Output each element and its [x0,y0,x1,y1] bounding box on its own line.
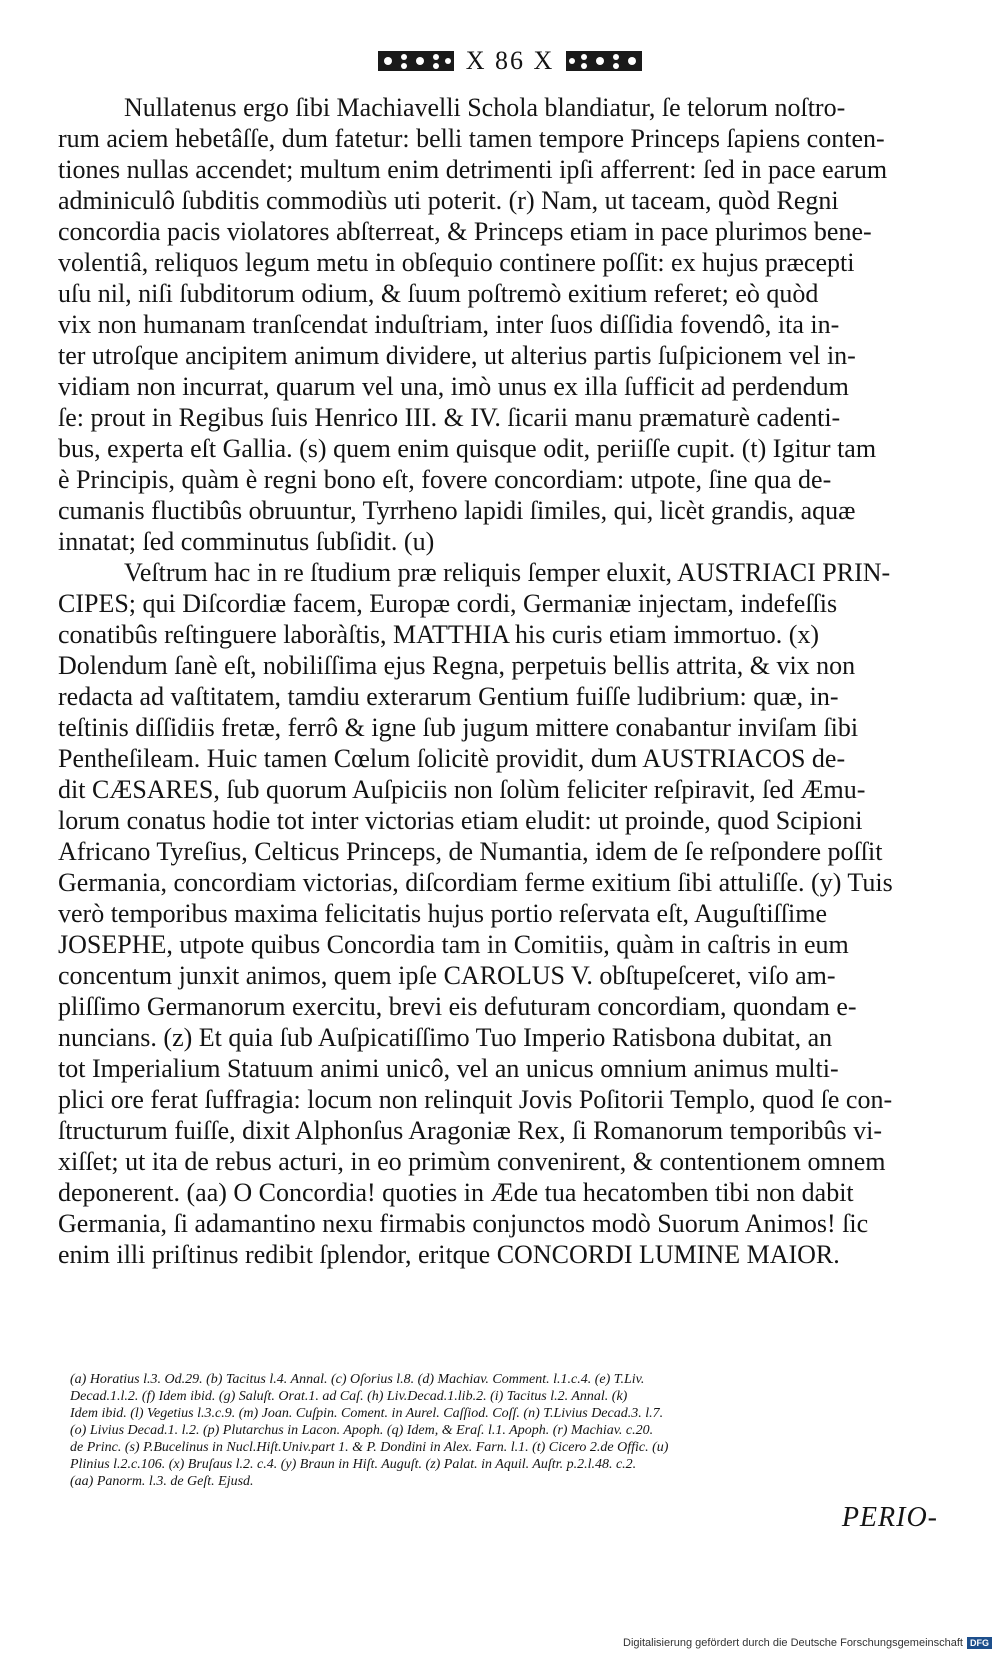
text-line: nuncians. (z) Et quia ſub Auſpicatiſſimo Tuo Imperio Ratisbona dubitat, an [58,1023,833,1052]
text-line: Pentheſileam. Huic tamen Cœlum ſolicitè providit, dum AUSTRIACOS de- [58,744,846,773]
credit-text: Digitalisierung gefördert durch die Deutsche Forschungsgemeinschaft [623,1637,963,1649]
main-text [58,92,945,1270]
text-line: tiones nullas accendet; multum enim detrimenti ipſi afferrent: ſed in pace earum [58,155,888,184]
text-line: cumanis fluctibûs obruuntur, Tyrrheno lapidi ſimiles, qui, licèt grandis, aquæ [58,496,856,525]
digitization-credit [623,1637,992,1649]
text-line: lorum conatus hodie tot inter victorias etiam eludit: ut proinde, quod Scipioni [58,806,863,835]
footnote-line: Decad.1.l.2. (f) Idem ibid. (g) Saluſt. Orat.1. ad Caſ. (h) Liv.Decad.1.lib.2. (i) Tacitus l.2. Annal. (k) [70,1389,628,1404]
text-line: pliſſimo Germanorum exercitu, brevi eis defuturam concordiam, quondam e- [58,992,857,1021]
page-number: X 86 X [465,46,555,75]
text-line: Veſtrum hac in re ſtudium præ reliquis ſemper eluxit, AUSTRIACI PRIN- [124,558,891,587]
text-line: rum aciem hebetâſſe, dum fatetur: belli tamen tempore Princeps ſapiens conten- [58,124,885,153]
text-line: uſu nil, niſi ſubditorum odium, & ſuum poſtremò exitium referet; eò quòd [58,279,819,308]
ornament-left-icon [376,47,456,75]
footnote-line: (aa) Panorm. l.3. de Geſt. Ejusd. [70,1474,254,1489]
text-line: dit CÆSARES, ſub quorum Auſpiciis non ſolùm feliciter reſpiravit, ſed Æmu- [58,775,866,804]
text-line: JOSEPHE, utpote quibus Concordia tam in Comitiis, quàm in caſtris in eum [58,930,849,959]
text-line: tot Imperialium Statuum animi unicô, vel an unicus omnium animus multi- [58,1054,839,1083]
dfg-logo: DFG [967,1637,992,1649]
text-line: concordia pacis violatores abſterreat, & Princeps etiam in pace plurimos bene- [58,217,872,246]
text-line: Dolendum ſanè eſt, nobiliſſima ejus Regna, perpetuis bellis attrita, & vix non [58,651,856,680]
text-line: Germania, ſi adamantino nexu firmabis conjunctos modò Suorum Animos! ſic [58,1209,869,1238]
text-line: Nullatenus ergo ſibi Machiavelli Schola blandiatur, ſe telorum noſtro- [124,93,846,122]
text-line: redacta ad vaſtitatem, tamdiu exterarum Gentium fuiſſe ludibrium: quæ, in- [58,682,839,711]
text-line: verò temporibus maxima felicitatis hujus portio reſervata eſt, Auguſtiſſime [58,899,827,928]
text-line: ſtructurum fuiſſe, dixit Alphonſus Aragoniæ Rex, ſi Romanorum temporibûs vi- [58,1116,882,1145]
text-line: Africano Tyreſius, Celticus Princeps, de Numantia, idem de ſe reſpondere poſſit [58,837,883,866]
footnote-line: (o) Livius Decad.1. l.2. (p) Plutarchus in Lacon. Apoph. (q) Idem, & Eraſ. l.1. Apoph. (r) Machiav. c.20. [70,1423,654,1438]
text-line: teſtinis diſſidiis fretæ, ferrô & igne ſub jugum mittere conabantur inviſam ſibi [58,713,859,742]
text-line: Germania, concordiam victorias, diſcordiam ferme exitium ſibi attuliſſe. (y) Tuis [58,868,893,897]
footnote-line: (a) Horatius l.3. Od.29. (b) Tacitus l.4. Annal. (c) Oſorius l.8. (d) Machiav. Comment. l.1.c.4. (e) T.Liv. [70,1372,645,1387]
text-line: CIPES; qui Diſcordiæ facem, Europæ cordi, Germaniæ injectam, indefeſſis [58,589,838,618]
text-line: ter utroſque ancipitem animum dividere, ut alterius partis ſuſpicionem vel in- [58,341,856,370]
text-line: ſe: prout in Regibus ſuis Henrico III. & IV. ſicarii manu præmaturè cadenti- [58,403,841,432]
text-line: volentiâ, reliquos legum metu in obſequio continere poſſit: ex hujus præcepti [58,248,855,277]
text-line: vix non humanam tranſcendat induſtriam, inter ſuos diſſidia fovendô, ita in- [58,310,840,339]
footnote-line: Plinius l.2.c.106. (x) Bruſaus l.2. c.4. (y) Braun in Hiſt. Auguſt. (z) Palat. in Aquil. Auſtr. p.2.l.48. c.2. [70,1457,637,1472]
page-header [340,44,680,78]
text-line: adminiculô ſubditis commodiùs uti poterit. (r) Nam, ut taceam, quòd Regni [58,186,839,215]
footnotes [70,1371,946,1490]
text-line: plici ore ferat ſuffragia: locum non relinquit Jovis Poſitorii Templo, quod ſe con- [58,1085,893,1114]
ornament-right-icon [564,47,644,75]
text-line: enim illi priſtinus redibit ſplendor, eritque CONCORDI LUMINE MAIOR. [58,1240,840,1269]
text-line: è Principis, quàm è regni bono eſt, fovere concordiam: utpote, ſine qua de- [58,465,832,494]
text-line: xiſſet; ut ita de rebus acturi, in eo primùm convenirent, & contentionem omnem [58,1147,886,1176]
catchword: PERIO- [841,1502,938,1533]
text-line: deponerent. (aa) O Concordia! quoties in Æde tua hecatomben tibi non dabit [58,1178,854,1207]
text-line: innatat; ſed comminutus ſubſidit. (u) [58,527,435,556]
text-line: vidiam non incurrat, quarum vel una, imò unus ex illa ſufficit ad perdendum [58,372,849,401]
text-line: concentum junxit animos, quem ipſe CAROLUS V. obſtupeſceret, viſo am- [58,961,836,990]
text-line: bus, experta eſt Gallia. (s) quem enim quisque odit, periiſſe cupit. (t) Igitur tam [58,434,877,463]
footnote-line: Idem ibid. (l) Vegetius l.3.c.9. (m) Joan. Cuſpin. Coment. in Aurel. Caſſiod. Coſſ. (n) T.Livius Decad.3. l.7. [70,1406,664,1421]
footnote-line: de Princ. (s) P.Bucelinus in Nucl.Hiſt.Univ.part 1. & P. Dondini in Alex. Farn. l.1. (t) Cicero 2.de Offic. (u) [70,1440,669,1455]
text-line: conatibûs reſtinguere laboràſtis, MATTHIA his curis etiam immortuo. (x) [58,620,820,649]
